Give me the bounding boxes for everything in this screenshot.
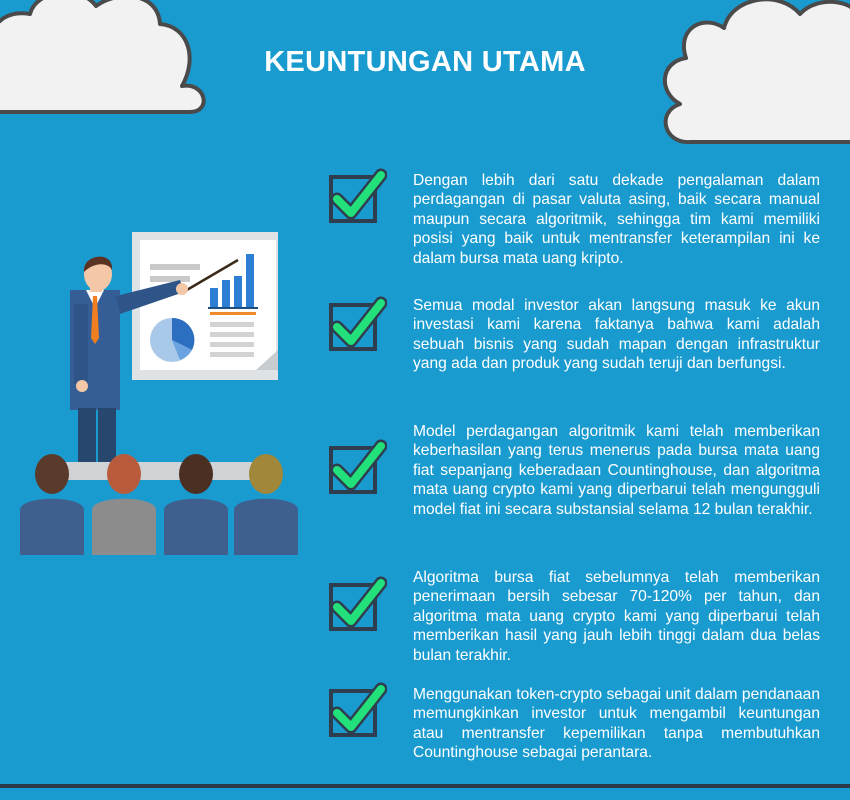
page-title: KEUNTUNGAN UTAMA — [264, 46, 586, 78]
checkmark-icon — [325, 167, 387, 227]
benefit-item — [325, 293, 825, 413]
benefit-text: Menggunakan token-crypto sebagai unit dalam pendanaan memungkinkan investor untuk mengambil keuntungan atau mentransfer kepemilikan tanpa membutuhkan Countinghouse sebagai perantara. — [413, 686, 820, 762]
benefit-item — [325, 165, 825, 285]
presentation-illustration — [20, 210, 300, 555]
benefit-item — [325, 423, 825, 556]
benefit-text: Dengan lebih dari satu dekade pengalaman dalam perdagangan di pasar valuta asing, baik secara manual maupun secara algoritmik, sehingga tim kami memiliki posisi yang baik untuk mentransfer keterampilan ini ke dalam bursa mata uang kripto. — [413, 172, 820, 267]
benefit-text: Model perdagangan algoritmik kami telah memberikan keberhasilan yang terus menerus pada bursa mata uang fiat sepanjang keberadaan Countinghouse, dan algoritma mata uang crypto kami yang diperbarui telah mengungguli model fiat ini secara substansial selama 12 bulan terakhir. — [413, 423, 820, 518]
checkmark-icon — [325, 575, 387, 635]
benefit-item — [325, 569, 825, 693]
benefit-text: Algoritma bursa fiat sebelumnya telah memberikan penerimaan bersih sebesar 70-120% per tahun, dan algoritma mata uang crypto kami yang diperbarui telah memberikan hasil yang jauh lebih tinggi dalam dua belas bulan terakhir. — [413, 569, 820, 664]
checkmark-icon — [325, 438, 387, 498]
checkmark-icon — [325, 295, 387, 355]
checkmark-icon — [325, 681, 387, 741]
bottom-strip — [0, 788, 850, 800]
benefit-text: Semua modal investor akan langsung masuk ke akun investasi kami karena faktanya bahwa kami adalah sebuah bisnis yang sudah mapan dengan infrastruktur yang ada dan produk yang sudah teruji dan berfungsi. — [413, 297, 820, 373]
benefit-item — [325, 679, 825, 799]
presentation-board — [132, 232, 278, 380]
